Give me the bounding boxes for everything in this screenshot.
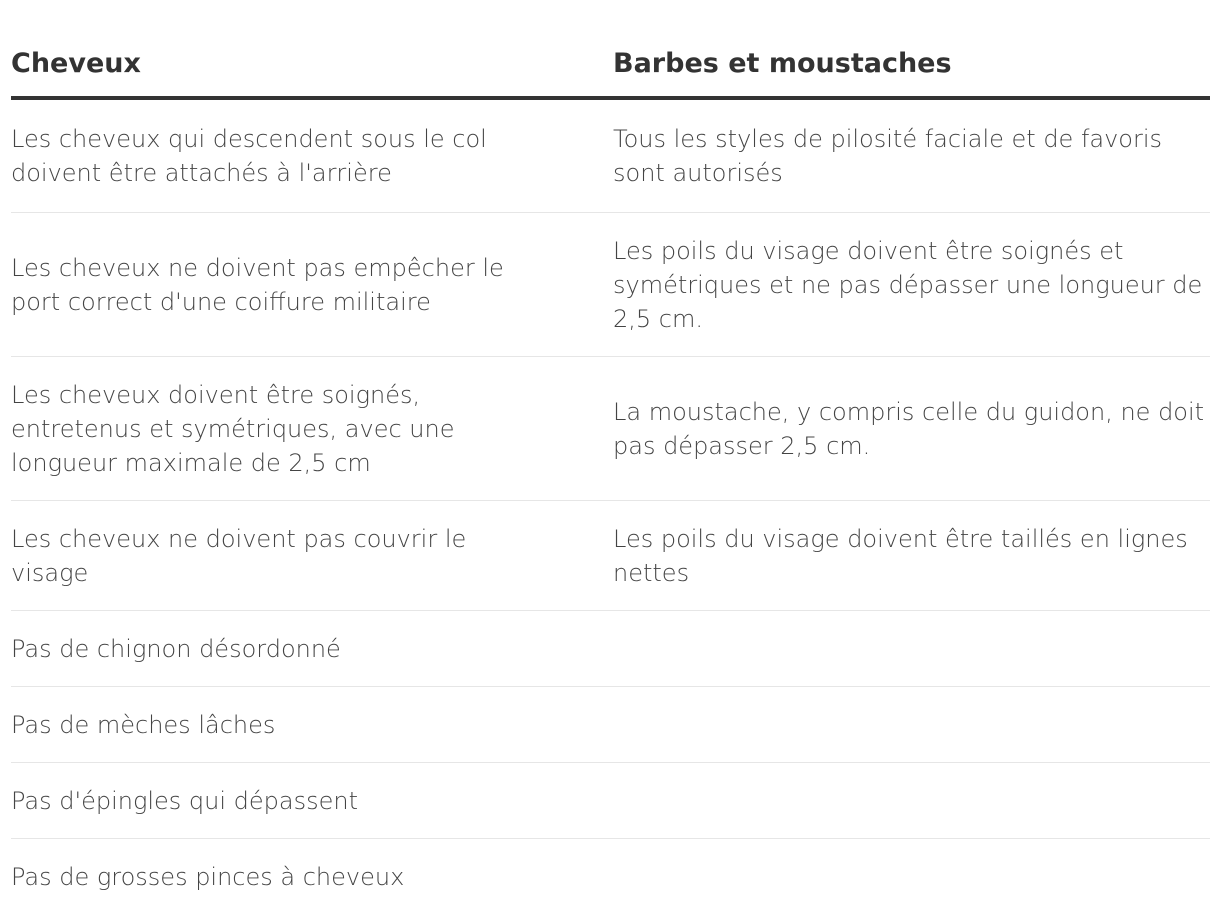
cell-hair: Les cheveux doivent être soignés, entretenus et symétriques, avec une longueur maximale de 2,5 cm bbox=[11, 380, 455, 477]
cell-hair: Pas de mèches lâches bbox=[11, 710, 276, 739]
cell-hair: Les cheveux ne doivent pas couvrir le visage bbox=[11, 524, 467, 587]
cell-hair: Pas de chignon désordonné bbox=[11, 634, 341, 663]
table-row bbox=[11, 763, 1210, 839]
table-row bbox=[11, 687, 1210, 763]
cell-hair: Les cheveux qui descendent sous le col doivent être attachés à l'arrière bbox=[11, 125, 487, 187]
table-row bbox=[11, 213, 1210, 357]
header-facial-hair: Barbes et moustaches bbox=[613, 48, 952, 79]
cell-hair: Pas d'épingles qui dépassent bbox=[11, 786, 358, 815]
cell-facial-hair: Les poils du visage doivent être taillés en lignes nettes bbox=[613, 524, 1188, 587]
table-row bbox=[11, 501, 1210, 611]
table-row bbox=[11, 611, 1210, 687]
table-row bbox=[11, 100, 1210, 213]
cell-facial-hair: La moustache, y compris celle du guidon, ne doit pas dépasser 2,5 cm. bbox=[613, 397, 1205, 460]
header-hair: Cheveux bbox=[11, 48, 141, 79]
cell-facial-hair: Les poils du visage doivent être soignés et symétriques et ne pas dépasser une longueur de 2,5 cm. bbox=[613, 236, 1203, 333]
cell-hair: Pas de grosses pinces à cheveux bbox=[11, 863, 405, 891]
table-row bbox=[11, 839, 1210, 915]
grooming-standards-table bbox=[11, 0, 1210, 915]
table-row bbox=[11, 357, 1210, 501]
cell-facial-hair: Tous les styles de pilosité faciale et de favoris sont autorisés bbox=[613, 125, 1163, 187]
cell-hair: Les cheveux ne doivent pas empêcher le port correct d'une coiffure militaire bbox=[11, 253, 504, 316]
table-header bbox=[11, 0, 1210, 100]
